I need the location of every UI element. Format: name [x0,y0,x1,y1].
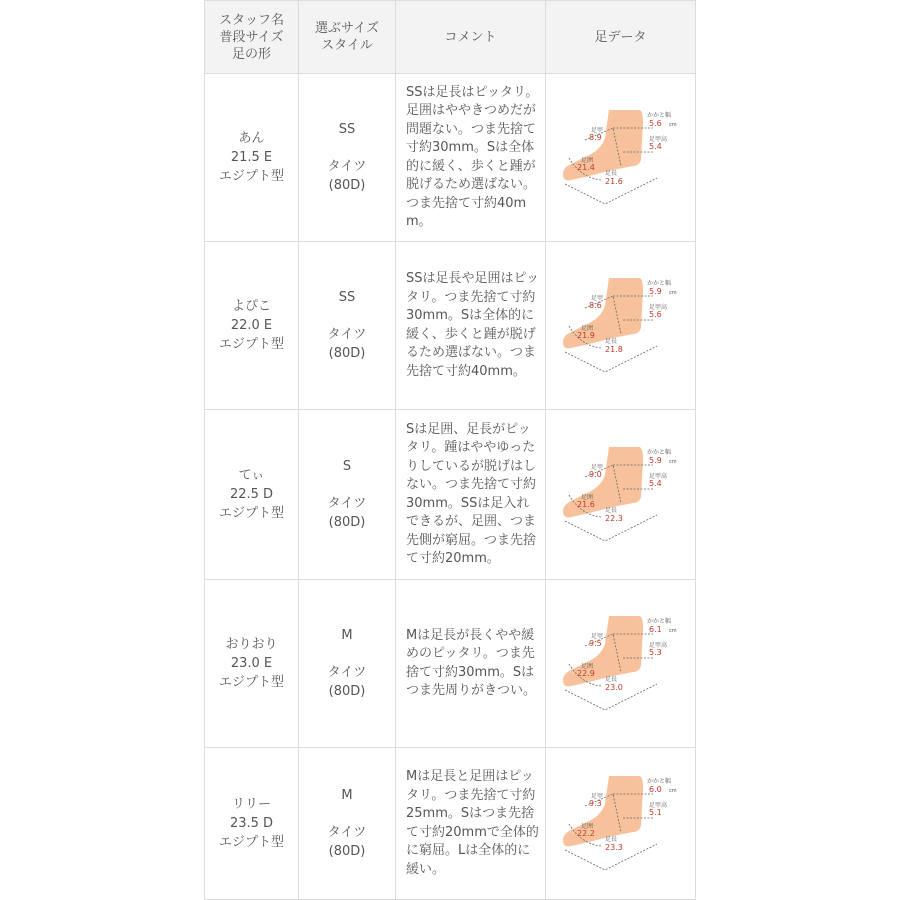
chosen-size: SS [338,290,356,305]
style-name: タイツ [327,159,367,174]
foot-illustration [563,110,643,180]
header-row [205,1,696,74]
ball-caption: 足甲高 [648,801,667,809]
heel-width-value: 5.9 [648,455,662,465]
staff-cell [205,748,299,900]
staff-size: 21.5 E [230,150,273,165]
table-row [205,580,696,748]
heel-width-value: 5.9 [648,286,662,296]
ball-caption: 足甲高 [648,135,667,143]
foot-illustration [563,447,643,517]
foot-diagram [561,614,681,714]
ball-value: 5.3 [648,647,662,657]
size-style-cell [299,748,396,900]
length-value: 23.0 [604,682,623,692]
comment-cell [396,748,546,900]
staff-cell [205,580,299,748]
staff-name: てぃ [238,468,265,483]
staff-shape: エジプト型 [218,835,284,850]
table-row [205,748,696,900]
instep-caption: 足甲 [590,126,603,134]
ball-value: 5.1 [648,807,662,817]
unit-label: cm [668,787,677,794]
header-staff-line2: 普段サイズ [219,29,284,45]
comment-cell [396,580,546,748]
foot-data-cell [546,748,696,900]
instep-value: 8.9 [588,132,602,142]
chosen-size: S [342,459,352,474]
girth-caption: 足囲 [580,493,593,501]
heel-width-caption: かかと幅 [646,111,671,119]
foot-diagram [561,108,681,208]
foot-illustration [563,616,643,686]
comment-text: SSは足長はピッタリ。足囲はややきつめだが問題ない。つま先捨て寸約30mm。Sは全体的に緩く、歩くと踵が脱げるため選ばない。つま先捨て寸約40mm。 [406,84,539,229]
staff-size: 22.5 D [229,487,274,502]
girth-caption: 足囲 [580,822,593,830]
heel-width-caption: かかと幅 [646,279,671,287]
header-size-style [299,1,396,74]
length-caption: 足長 [604,675,617,683]
girth-caption: 足囲 [580,156,593,164]
size-style-cell [299,410,396,580]
staff-cell [205,74,299,242]
instep-caption: 足甲 [590,792,603,800]
staff-name: あん [238,131,265,146]
staff-size: 22.0 E [230,318,273,333]
style-denier: (80D) [328,844,366,859]
unit-label: cm [668,627,677,634]
foot-diagram [561,445,681,545]
girth-value: 22.2 [576,828,595,838]
girth-value: 22.9 [576,668,595,678]
foot-data-cell [546,242,696,410]
ball-caption: 足甲高 [648,641,667,649]
staff-cell [205,242,299,410]
header-size-line1: 選ぶサイズ [315,21,379,36]
foot-data-cell [546,410,696,580]
style-name: タイツ [327,327,367,342]
foot-diagram [561,276,681,376]
heel-width-caption: かかと幅 [646,448,671,456]
header-size-line2: スタイル [321,38,373,53]
staff-size: 23.0 E [230,656,273,671]
staff-shape: エジプト型 [218,675,284,690]
unit-label: cm [668,289,677,296]
instep-caption: 足甲 [590,294,603,302]
table-row [205,410,696,580]
sizing-table [204,0,696,900]
staff-shape: エジプト型 [218,506,284,521]
heel-width-caption: かかと幅 [646,777,671,785]
length-caption: 足長 [604,506,617,514]
chosen-size: SS [338,122,356,137]
heel-width-caption: かかと幅 [646,617,671,625]
length-caption: 足長 [604,835,617,843]
staff-cell [205,410,299,580]
comment-text: Mは足長と足囲はピッタリ。つま先捨て寸約25mm。Sはつま先捨て寸約20mmで全体的に窮屈。Lは全体的に緩い。 [406,769,539,877]
comment-cell [396,242,546,410]
staff-name: リリー [231,797,271,812]
heel-width-value: 5.6 [648,118,662,128]
instep-caption: 足甲 [590,632,603,640]
comment-text: Sは足囲、足長がピッタリ。踵はややゆったりしているが脱げはしない。つま先捨て寸約30mm。SSは足入れできるが、足囲、つま先側が窮屈。つま先捨て寸約20mm。 [406,421,537,566]
girth-caption: 足囲 [580,324,593,332]
size-style-cell [299,242,396,410]
ball-caption: 足甲高 [648,472,667,480]
heel-width-value: 6.1 [648,624,662,634]
ball-value: 5.4 [648,478,662,488]
comment-text: SSは足長や足囲はピッタリ。つま先捨て寸約30mm。Sは全体的に緩く、歩くと踵が脱げるため選ばない。つま先捨て寸約40mm。 [406,271,539,379]
size-style-cell [299,580,396,748]
header-staff-line3: 足の形 [231,46,271,62]
style-name: タイツ [327,825,367,840]
comment-cell [396,74,546,242]
foot-data-cell [546,580,696,748]
instep-value: 9.5 [588,638,602,648]
chosen-size: M [341,628,353,643]
instep-caption: 足甲 [590,463,603,471]
style-denier: (80D) [328,178,366,193]
ball-caption: 足甲高 [648,303,667,311]
comment-text: Mは足長が長くやや緩めのピッタリ。つま先捨て寸約30mm。Sはつま先周りがきつい。 [406,627,537,698]
length-value: 22.3 [604,513,623,523]
staff-name: おりおり [225,637,278,652]
header-staff-line1: スタッフ名 [218,12,284,28]
size-style-cell [299,74,396,242]
staff-name: よぴこ [231,299,271,314]
length-value: 21.6 [604,176,623,186]
foot-illustration [563,278,643,348]
ball-value: 5.4 [648,141,662,151]
table-row [205,74,696,242]
style-name: タイツ [327,496,367,511]
length-caption: 足長 [604,169,617,177]
length-value: 23.3 [604,842,623,852]
foot-data-cell [546,74,696,242]
staff-shape: エジプト型 [218,337,284,352]
unit-label: cm [668,458,677,465]
style-name: タイツ [327,665,367,680]
girth-value: 21.4 [576,162,595,172]
header-staff [205,1,299,74]
header-foot-data: 足データ [546,1,696,74]
table-row [205,242,696,410]
style-denier: (80D) [328,346,366,361]
foot-illustration [563,776,643,846]
ball-value: 5.6 [648,309,662,319]
comment-cell [396,410,546,580]
girth-value: 21.6 [576,499,595,509]
staff-shape: エジプト型 [218,169,284,184]
girth-value: 21.9 [576,330,595,340]
staff-size: 23.5 D [229,816,274,831]
unit-label: cm [668,121,677,128]
instep-value: 9.3 [588,798,602,808]
length-caption: 足長 [604,337,617,345]
style-denier: (80D) [328,515,366,530]
length-value: 21.8 [604,344,623,354]
chosen-size: M [341,788,353,803]
style-denier: (80D) [328,684,366,699]
header-comment: コメント [396,1,546,74]
instep-value: 8.6 [588,300,602,310]
heel-width-value: 6.0 [648,784,662,794]
instep-value: 9.0 [588,469,602,479]
girth-caption: 足囲 [580,662,593,670]
foot-diagram [561,774,681,874]
